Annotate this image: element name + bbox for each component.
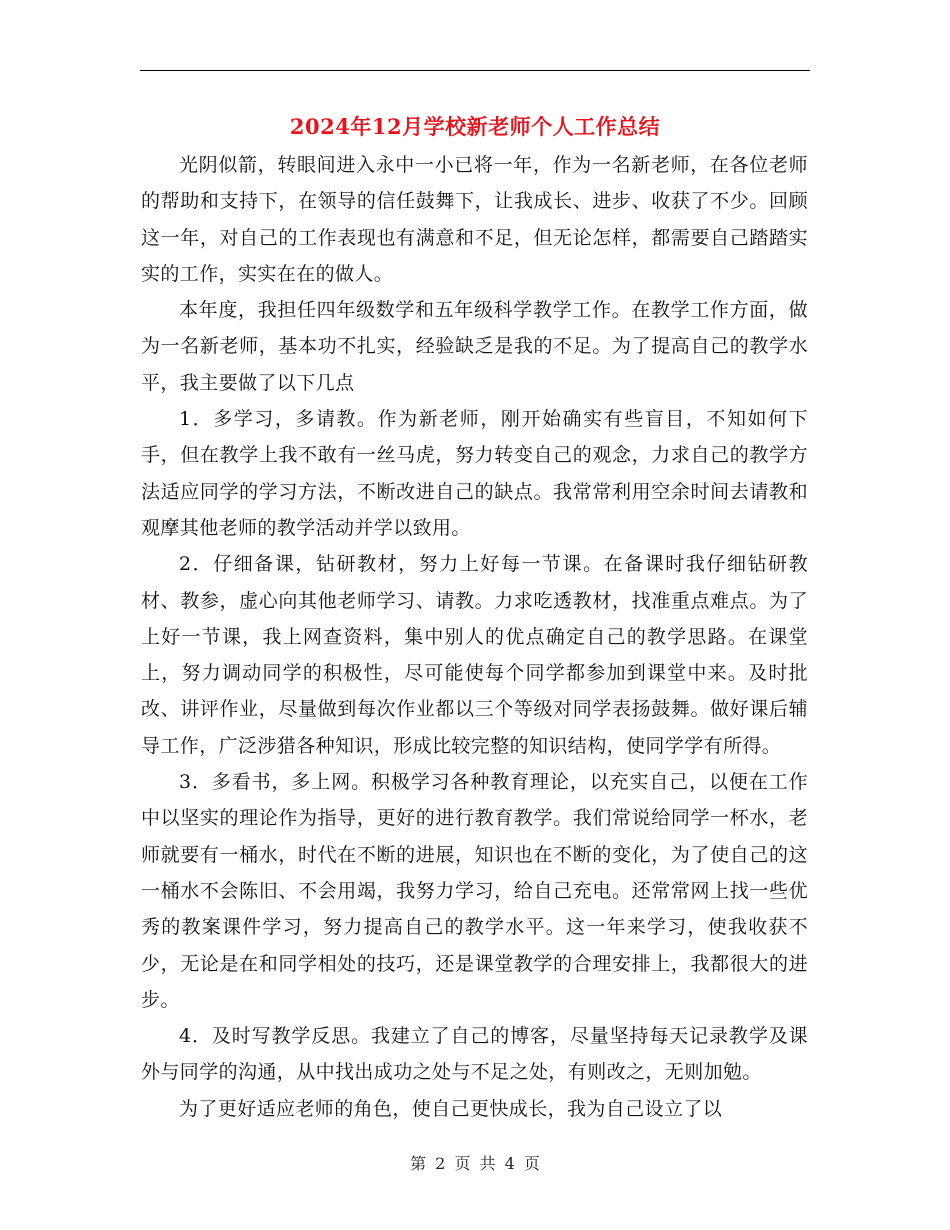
paragraph-teaching-role: 本年度，我担任四年级数学和五年级科学教学工作。在教学工作方面，做为一名新老师，基本功不扎实，经验缺乏是我的不足。为了提高自己的教学水平，我主要做了以下几点 xyxy=(141,299,808,394)
paragraph-point-4: 4．及时写教学反思。我建立了自己的博客，尽量坚持每天记录教学及课外与同学的沟通，从中找出成功之处与不足之处，有则改之，无则加勉。 xyxy=(141,1025,808,1084)
paragraph-continued: 为了更好适应老师的角色，使自己更快成长，我为自己设立了以 xyxy=(179,1097,723,1120)
paragraph-point-1: 1．多学习，多请教。作为新老师，刚开始确实有些盲目，不知如何下手，但在教学上我不敢有一丝马虎，努力转变自己的观念，力求自己的教学方法适应同学的学习方法，不断改进自己的缺点。我常常利用空余时间去请教和观摩其他老师的教学活动并学以致用。 xyxy=(141,408,808,539)
document-title: 2024年12月学校新老师个人工作总结 xyxy=(289,114,661,139)
paragraph-intro: 光阴似箭，转眼间进入永中一小已将一年，作为一名新老师，在各位老师的帮助和支持下，在领导的信任鼓舞下，让我成长、进步、收获了不少。回顾这一年，对自己的工作表现也有满意和不足，但无论怎样，都需要自己踏踏实实的工作，实实在在的做人。 xyxy=(141,154,808,285)
page-number-footer: 第 2 页 共 4 页 xyxy=(410,1154,540,1173)
paragraph-point-3: 3．多看书，多上网。积极学习各种教育理论，以充实自己，以便在工作中以坚实的理论作为指导，更好的进行教育教学。我们常说给同学一杯水，老师就要有一桶水，时代在不断的进展，知识也在不断的变化，为了使自己的这一桶水不会陈旧、不会用竭，我努力学习，给自己充电。还常常网上找一些优秀的教案课件学习，努力提高自己的教学水平。这一年来学习，使我收获不少，无论是在和同学相处的技巧，还是课堂教学的合理安排上，我都很大的进步。 xyxy=(141,771,808,1011)
document-body xyxy=(141,147,808,1127)
paragraph-point-2: 2．仔细备课，钻研教材，努力上好每一节课。在备课时我仔细钻研教材、教参，虚心向其他老师学习、请教。力求吃透教材，找准重点难点。为了上好一节课，我上网查资料，集中别人的优点确定自己的教学思路。在课堂上，努力调动同学的积极性，尽可能使每个同学都参加到课堂中来。及时批改、讲评作业，尽量做到每次作业都以三个等级对同学表扬鼓舞。做好课后辅导工作，广泛涉猎各种知识，形成比较完整的知识结构，使同学学有所得。 xyxy=(141,553,808,757)
header-rule xyxy=(140,70,810,71)
